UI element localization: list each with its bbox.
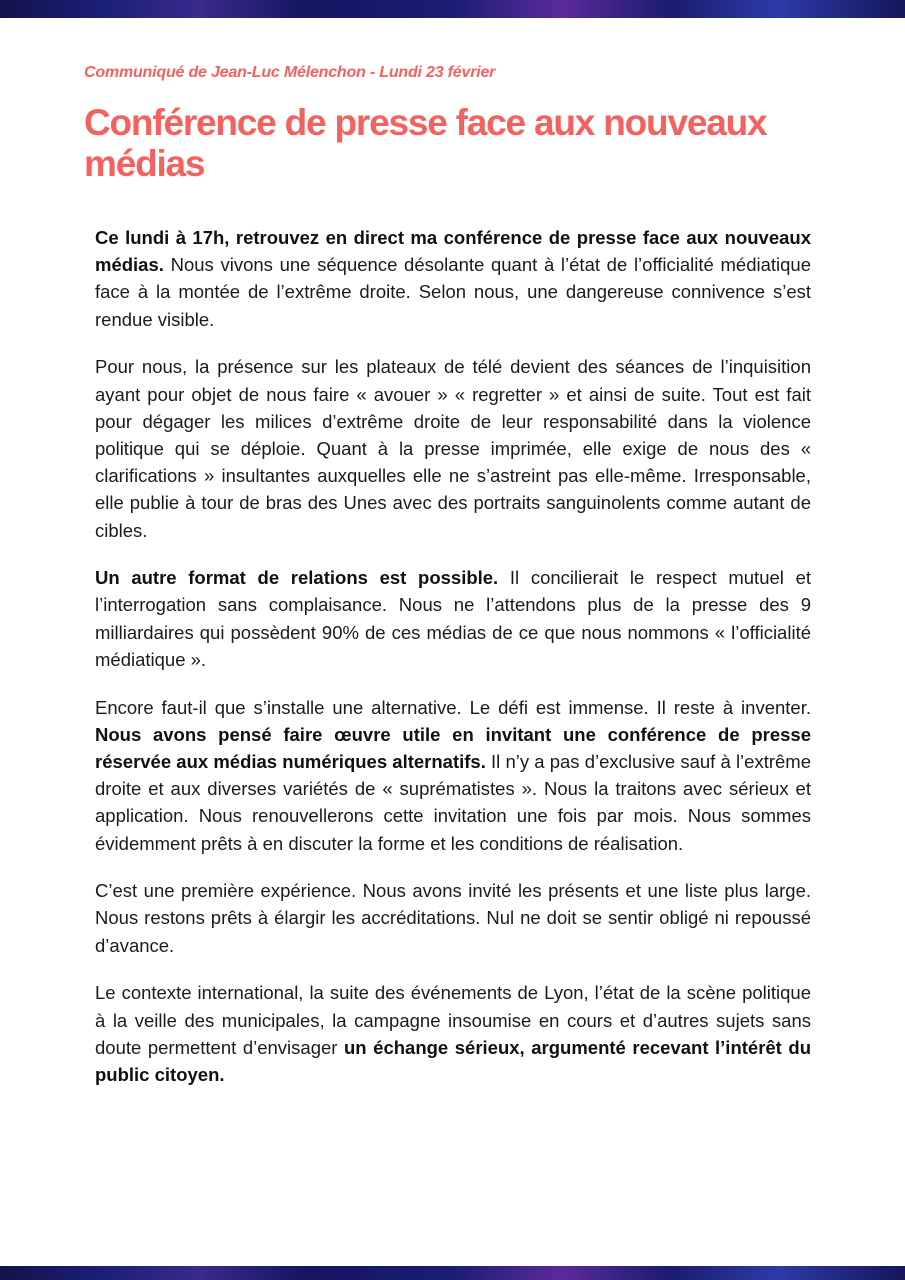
paragraph-6: [95, 979, 811, 1088]
release-kicker: Communiqué de Jean-Luc Mélenchon - Lundi 23 février: [84, 64, 496, 81]
release-body: [95, 224, 811, 1088]
paragraph-6-trail: un échange sérieux, argumenté recevant l’intérêt du public citoyen.: [95, 1036, 811, 1085]
paragraph-6-text: Le contexte international, la suite des événements de Lyon, l’état de la scène politique à la veille des municipales, la campagne insoumise en cours et d’autres sujets sans doute permettent d’envisager: [95, 982, 811, 1058]
paragraph-1-lead: Ce lundi à 17h, retrouvez en direct ma conférence de presse face aux nouveaux médias.: [95, 227, 811, 276]
paragraph-5-text: C’est une première expérience. Nous avons invité les présents et une liste plus large. Nous restons prêts à élargir les accréditations. Nul ne doit se sentir obligé ni repoussé d’avance.: [95, 880, 811, 956]
paragraph-3-lead: Un autre format de relations est possible.: [95, 567, 499, 589]
paragraph-4-text-after: Il n’y a pas d’exclusive sauf à l’extrême droite et aux diverses variétés de « suprématistes ». Nous la traitons avec sérieux et application. Nous renouvellerons cette invitation une fois par mois. Nous sommes évidemment prêts à en discuter la forme et les conditions de réalisation.: [95, 750, 811, 854]
paragraph-2: [95, 353, 811, 543]
paragraph-5: [95, 877, 811, 959]
paragraph-3-text: Il concilierait le respect mutuel et l’interrogation sans complaisance. Nous ne l’attendons plus de la presse des 9 milliardaires qui possèdent 90% de ces médias de ce que nous nommons « l’officialité médiatique ».: [95, 567, 811, 670]
paragraph-4: [95, 694, 811, 857]
paragraph-1: [95, 224, 811, 333]
paragraph-1-text: Nous vivons une séquence désolante quant à l’état de l’officialité médiatique face à la montée de l’extrême droite. Selon nous, une dangereuse connivence s’est rendue visible.: [95, 254, 811, 330]
press-release: [84, 64, 812, 1109]
page-title: Conférence de presse face aux nouveaux médias: [84, 102, 767, 184]
paragraph-2-text: Pour nous, la présence sur les plateaux de télé devient des séances de l’inquisition ayant pour objet de nous faire « avouer » « regretter » et ainsi de suite. Tout est fait pour dégager les milices d’extrême droite de leur responsabilité dans la violence politique qui se déploie. Quant à la presse imprimée, elle exige de nous des « clarifications » insultantes auxquelles elle ne s’astreint pas elle-même. Irresponsable, elle publie à tour de bras des Unes avec des portraits sanguinolents comme autant de cibles.: [95, 356, 811, 541]
paragraph-3: [95, 564, 811, 673]
paragraph-4-bold: Nous avons pensé faire œuvre utile en invitant une conférence de presse réservée aux médias numériques alternatifs.: [95, 723, 811, 772]
paragraph-4-text-before: Encore faut-il que s’installe une alternative. Le défi est immense. Il reste à inventer.: [95, 696, 811, 718]
bottom-decorative-band: [0, 1266, 905, 1280]
top-decorative-band: [0, 0, 905, 18]
